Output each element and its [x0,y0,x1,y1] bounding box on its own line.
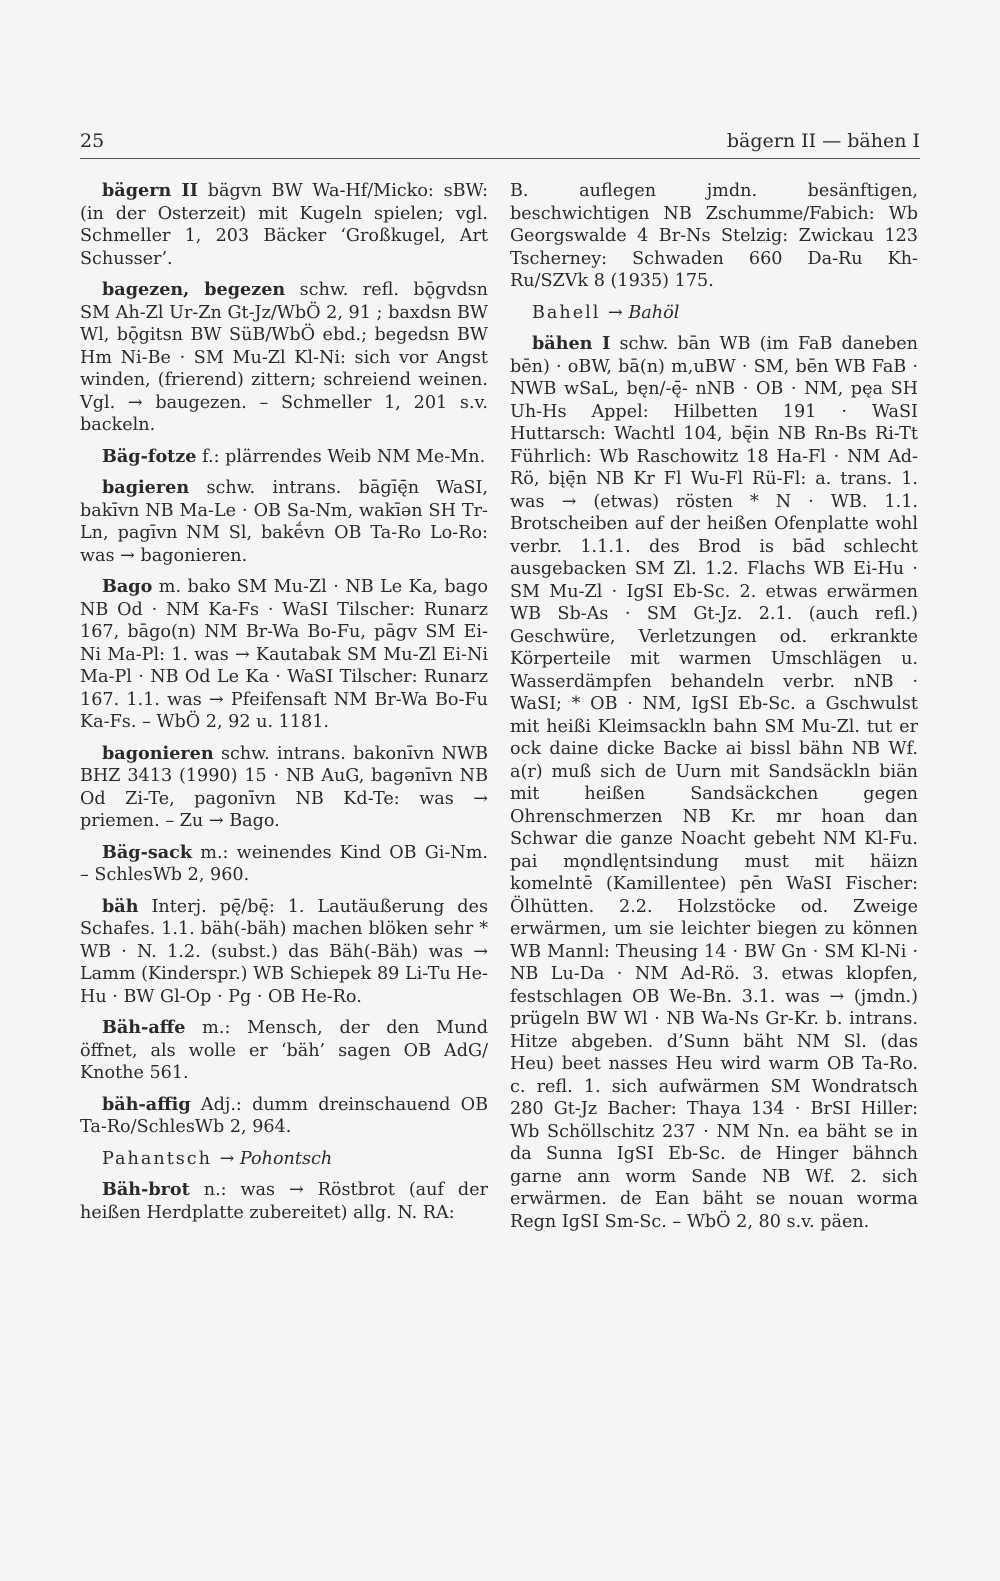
entry-text: B. auflegen jmdn. besänftigen, beschwichtigen NB Zschumme/Fabich: Wb Georgswalde 4 Br-Ns Stelzig: Zwickau 123 Tscherney: Schwaden 660 Da-Ru Kh-Ru/SZVk 8 (1935) 175. [510,181,918,291]
headword: Bäg-fotze [102,445,197,467]
headword: bagonieren [102,742,214,764]
entry [80,1017,488,1085]
entry [80,896,488,1009]
entry-text: Interj. pę̄/bę̄: 1. Lautäußerung des Schafes. 1.1. bäh(-bäh) machen blöken sehr * WB · N. 1.2. (subst.) das Bäh(-Bäh) was → Lamm (Kinderspr.) WB Schiepek 89 Li-Tu He-Hu · BW Gl-Op · Pg · OB He-Ro. [80,896,488,1007]
entry [80,180,488,270]
headword: Bäh-affe [102,1017,186,1038]
entry-text: m.: Mensch, der den Mund öffnet, als wolle er ‘bäh’ sagen OB AdG/ Knothe 561. [80,1018,489,1083]
entry-text: schw. refl. bǭgvdsn SM Ah-Zl Ur-Zn Gt-Jz/WbÖ 2, 91 ; baxdsn BW Wl, bǭgitsn BW SüB/WbÖ ebd.; begedsn BW Hm Ni-Be · SM Mu-Zl Kl-Ni: sich vor Angst winden, (frierend) zittern; schreiend weinen. Vgl. → baugezen. – Schmeller 1, 201 s.v. backeln. [80,280,489,435]
right-column [510,180,918,1242]
entry [80,743,488,833]
entry-text: n.: was → Röstbrot (auf der heißen Herdplatte zubereitet) allg. N. RA: [80,1180,489,1223]
running-header [80,128,920,159]
cross-reference [510,302,918,325]
headword: bähen I [532,333,611,354]
headword: bäh [102,895,139,917]
headword: Bäh-brot [102,1179,190,1200]
headword: Bago [102,576,153,597]
headword: bagezen, begezen [102,279,286,300]
entry [80,1179,488,1224]
headword: bäh-affig [102,1093,191,1115]
page-number: 25 [80,130,105,152]
entry [80,576,488,734]
entry [80,279,488,437]
entry-text: bägvn BW Wa-Hf/Micko: sBW: (in der Osterzeit) mit Kugeln spielen; vgl. Schmeller 1, 203 Bäcker ‘Großkugel, Art Schusser’. [80,181,489,269]
entry-text: m. bako SM Mu-Zl · NB Le Ka, bago NB Od · NM Ka-Fs · WaSI Tilscher: Runarz 167, bāgo(n) NM Br-Wa Bo-Fu, pāgv SM Ei-Ni Ma-Pl: 1. was → Kautabak SM Mu-Zl Ei-Ni Ma-Pl · NB Od Le Ka · WaSI Tilscher: Runarz 167. 1.1. was → Pfeifensaft NM Br-Wa Bo-Fu Ka-Fs. – WbÖ 2, 92 u. 1181. [80,577,488,732]
reference-target: → Pohontsch [219,1148,333,1169]
cross-reference [80,1148,488,1171]
running-head: bägern II — bähen I [726,130,920,152]
entry [80,842,488,887]
entry-continuation [510,180,918,293]
entry-text: schw. bān WB (im FaB daneben bēn) · oBW, bā(n) m,uBW · SM, bēn WB FaB · NWB wSaL, bęn/-ę̄- nNB · OB · NM, pęa SH Uh-Hs Appel: Hilbetten 191 · WaSI Huttarsch: Wachtl 104, bę̄in NB Rn-Bs Ri-Tt Führlich: Wb Raschowitz 18 Ha-Fl · NM Ad-Rö, bįę̄n NB Kr Fl Wu-Fl Rü-Fl: a. trans. 1. was → (etwas) rösten * N · WB. 1.1. Brotscheiben auf der heißen Ofenplatte wohl verbr. 1.1.1. des Brod is bād schlecht ausgebacken SM Zl. 1.2. Flachs WB Ei-Hu · SM Mu-Zl · IgSI Eb-Sc. 2. etwas erwärmen WB Sb-As · SM Gt-Jz. 2.1. (auch refl.) Geschwüre, Verletzungen od. erkrankte Körperteile mit warmen Umschlägen u. Wasserdämpfen behandeln verbr. nNB · WaSI; * OB · NM, IgSI Eb-Sc. a Gschwulst mit heißi Kleimsackln bahn SM Mu-Zl. tut er ock daine dicke Backe ai bissl bähn NB Wf. a(r) muß sich de Uurn mit Sandsäckln biän mit heißen Sandsäckchen gegen Ohrenschmerzen NB Kr. mr hoan dan Schwar die ganze Noacht gebeht NM Kl-Fu. pai mǫndlęntsindung must mit häizn komelntē (Kamillentee) pēn WaSI Fischer: Ölhütten. 2.2. Holzstöcke od. Zweige erwärmen, um sie leichter biegen zu können WB Mannl: Theusing 14 · BW Gn · SM Kl-Ni · NB Lu-Da · NM Ad-Rö. 3. etwas klopfen, festschlagen OB We-Bn. 3.1. was → (jmdn.) prügeln BW Wl · NB Wa-Ns Gr-Kr. b. intrans. Hitze abgeben. d’Sunn bäht NM Sl. (das Heu) beet nasses Heu wird warm OB Ta-Ro. c. refl. 1. sich aufwärmen SM Wondratsch 280 Gt-Jz Bacher: Thaya 134 · BrSI Hiller: Wb Schöllschitz 237 · NM Nn. ea bäht se in da Sunna IgSI Eb-Sc. de Hinger bähnch garne ann worm Sande NB Wf. 2. sich erwärmen. de Ean bäht se nouan worma Regn IgSI Sm-Sc. – WbÖ 2, 80 s.v. päen. [510,334,918,1232]
entry-text: m.: weinendes Kind OB Gi-Nm. – SchlesWb 2, 960. [80,842,489,885]
entry [80,446,488,469]
entry [80,477,488,567]
headword: bagieren [102,477,190,498]
reference-word: Bahell [532,302,601,323]
entry [80,1094,488,1139]
left-column [80,180,488,1233]
entry-text: f.: plärrendes Weib NM Me-Mn. [202,446,486,467]
entry [510,333,918,1233]
entry-text: schw. intrans. bakonīvn NWB BHZ 3413 (1990) 15 · NB AuG, bagənīvn NB Od Zi-Te, pagonīvn NB Kd-Te: was → priemen. – Zu → Bago. [80,743,489,831]
reference-target: → Bahöl [608,302,680,323]
entry-text: schw. intrans. bāgīę̄n WaSI, bakīvn NB Ma-Le · OB Sa-Nm, wakīən SH Tr-Ln, pagīvn NM Sl, bakḗvn OB Ta-Ro Lo-Ro: was → bagonieren. [80,478,488,566]
headword: Bäg-sack [102,841,193,863]
entry-text: Adj.: dumm dreinschauend OB Ta-Ro/SchlesWb 2, 964. [80,1094,488,1137]
reference-word: Pahantsch [102,1148,212,1169]
headword: bägern II [102,180,198,201]
